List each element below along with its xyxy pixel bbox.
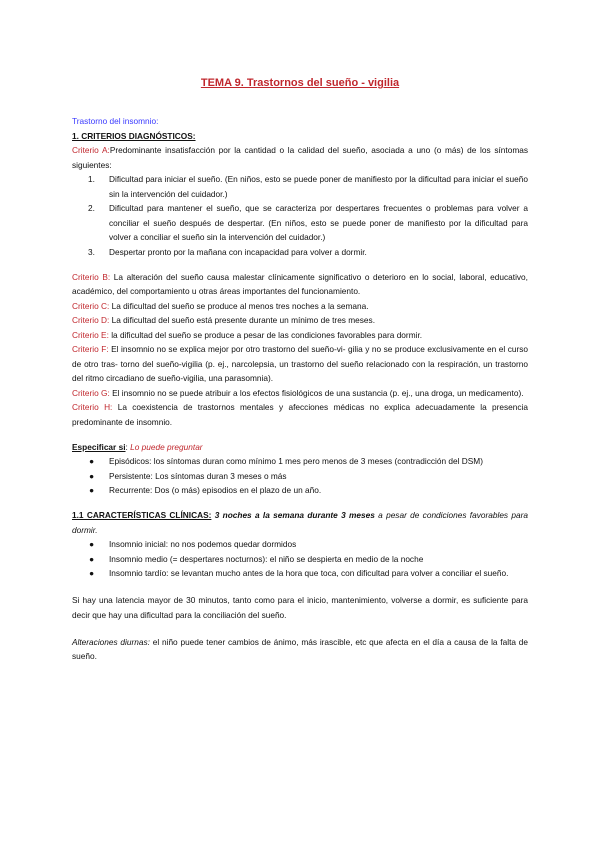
bullet-icon: ●: [89, 553, 95, 564]
document-title: TEMA 9. Trastornos del sueño - vigilia: [200, 77, 400, 89]
clinical-rest: a pesar de condiciones favorables para dormir.: [72, 510, 528, 535]
criterio-label: Criterio H:: [72, 402, 113, 412]
criterio-text: La coexistencia de trastornos mentales y afecciones médicas no explica adecuadamente la presencia predominante de insomnio.: [72, 402, 529, 427]
criterio-label: Criterio B:: [72, 271, 111, 282]
criterio-text: La alteración del sueño causa malestar clínicamente significativo o deterioro en lo social, laboral, educativo, académico, del comportamiento u otras áreas importantes del funcionamiento.: [72, 271, 528, 296]
criterio-label: Criterio F:: [72, 344, 109, 354]
section-heading: Trastorno del insomnio:: [72, 116, 159, 126]
list-item: [72, 469, 528, 484]
list-text: Dificultad para mantener el sueño, que se caracteriza por despertares frecuentes o problemas para volver a conciliar el sueño después de despertar. (En niños, esto se puede poner de manifiesto por la dificultad para volver a conciliar el sueño sin la intervención del cuidador.): [109, 203, 528, 242]
criterio-h: [72, 400, 528, 429]
bullet-icon: ●: [89, 456, 95, 466]
criterio-label: Criterio A:: [72, 145, 110, 155]
criterio-text: la dificultad del sueño se produce a pesar de las condiciones favorables para dormir.: [108, 329, 423, 340]
latency-paragraph: Si hay una latencia mayor de 30 minutos, tanto como para el inicio, mantenimiento, volverse a dormir, es suficiente para decir que hay una dificultad para la conciliación del sueño.: [72, 595, 528, 620]
list-item: [72, 201, 528, 245]
specify-heading: [72, 440, 528, 455]
criterio-b: [72, 270, 528, 299]
list-text: Insomnio tardío: se levantan mucho antes de la hora que toca, con dificultad para volver a conciliar el sueño.: [109, 568, 509, 578]
criterio-a: [72, 143, 528, 172]
clinical-list: [72, 537, 528, 581]
clinical-emphasis: 3 noches a la semana durante 3 meses: [211, 510, 375, 520]
bullet-icon: ●: [89, 568, 95, 578]
list-item: [72, 552, 528, 567]
criteria-heading: 1. CRITERIOS DIAGNÓSTICOS:: [72, 130, 196, 141]
list-item: [72, 454, 528, 469]
criterio-g: [72, 386, 528, 401]
daytime-text: el niño puede tener cambios de ánimo, más irascible, etc que afecta en el día a causa de la falta de sueño.: [72, 636, 529, 661]
list-number: 1.: [88, 174, 95, 184]
list-item: [72, 537, 528, 552]
document-body: [72, 114, 528, 664]
list-text: Insomnio medio (= despertares nocturnos): el niño se despierta en medio de la noche: [109, 553, 424, 564]
list-text: Despertar pronto por la mañana con incapacidad para volver a dormir.: [109, 246, 367, 257]
criterio-e: [72, 328, 528, 343]
criterio-c: [72, 299, 528, 314]
criterio-f: [72, 342, 528, 386]
list-item: [72, 245, 528, 260]
list-number: 2.: [88, 203, 95, 213]
criterio-text: La dificultad del sueño se produce al menos tres noches a la semana.: [109, 300, 369, 311]
criterio-text: El insomnio no se explica mejor por otro trastorno del sueño-vi- gilia y no se produce exclusivamente en el curso de otro tras- torno del sueño-vigilia (p. ej., narcolepsia, un trastorno del sueño relacionado con la respiración, un trastorno del ritmo circadiano de sueño-vigilia, una parasomnia).: [72, 344, 529, 383]
list-text: Episódicos: los síntomas duran como mínimo 1 mes pero menos de 3 meses (contradicción del DSM): [109, 456, 483, 466]
daytime-label: Alteraciones diurnas:: [72, 636, 150, 647]
list-item: [72, 172, 528, 201]
criterio-label: Criterio E:: [72, 329, 109, 340]
list-text: Insomnio inicial: no nos podemos quedar dormidos: [109, 539, 297, 549]
list-text: Dificultad para iniciar el sueño. (En niños, esto se puede poner de manifiesto por la dificultad para iniciar el sueño sin la intervención del cuidador.): [109, 174, 528, 199]
specify-list: [72, 454, 528, 498]
list-text: Persistente: Los síntomas duran 3 meses o más: [109, 470, 287, 481]
criterio-d: [72, 313, 528, 328]
criterio-a-list: [72, 172, 528, 259]
specify-colon: :: [125, 441, 131, 452]
list-item: [72, 566, 528, 581]
criterio-text: Predominante insatisfacción por la cantidad o la calidad del sueño, asociada a uno (o más) de los síntomas siguientes:: [72, 145, 528, 170]
list-item: [72, 483, 528, 498]
daytime-paragraph: [72, 635, 528, 664]
bullet-icon: ●: [89, 470, 95, 481]
clinical-title: 1.1 CARACTERÍSTICAS CLÍNICAS:: [72, 510, 212, 520]
specify-label: Especificar si: [72, 441, 126, 452]
list-number: 3.: [88, 246, 95, 257]
bullet-icon: ●: [89, 485, 95, 495]
criterio-text: La dificultad del sueño está presente durante un mínimo de tres meses.: [109, 315, 375, 325]
criterio-label: Criterio C:: [72, 300, 110, 311]
list-text: Recurrente: Dos (o más) episodios en el plazo de un año.: [109, 485, 322, 495]
bullet-icon: ●: [89, 539, 95, 549]
specify-note: Lo puede preguntar: [130, 441, 203, 452]
criterio-label: Criterio D:: [72, 315, 110, 325]
criterio-label: Criterio G:: [72, 387, 110, 398]
clinical-heading: [72, 508, 528, 537]
criterio-text: El insomnio no se puede atribuir a los efectos fisiológicos de una sustancia (p. ej., una droga, un medicamento).: [109, 387, 524, 398]
